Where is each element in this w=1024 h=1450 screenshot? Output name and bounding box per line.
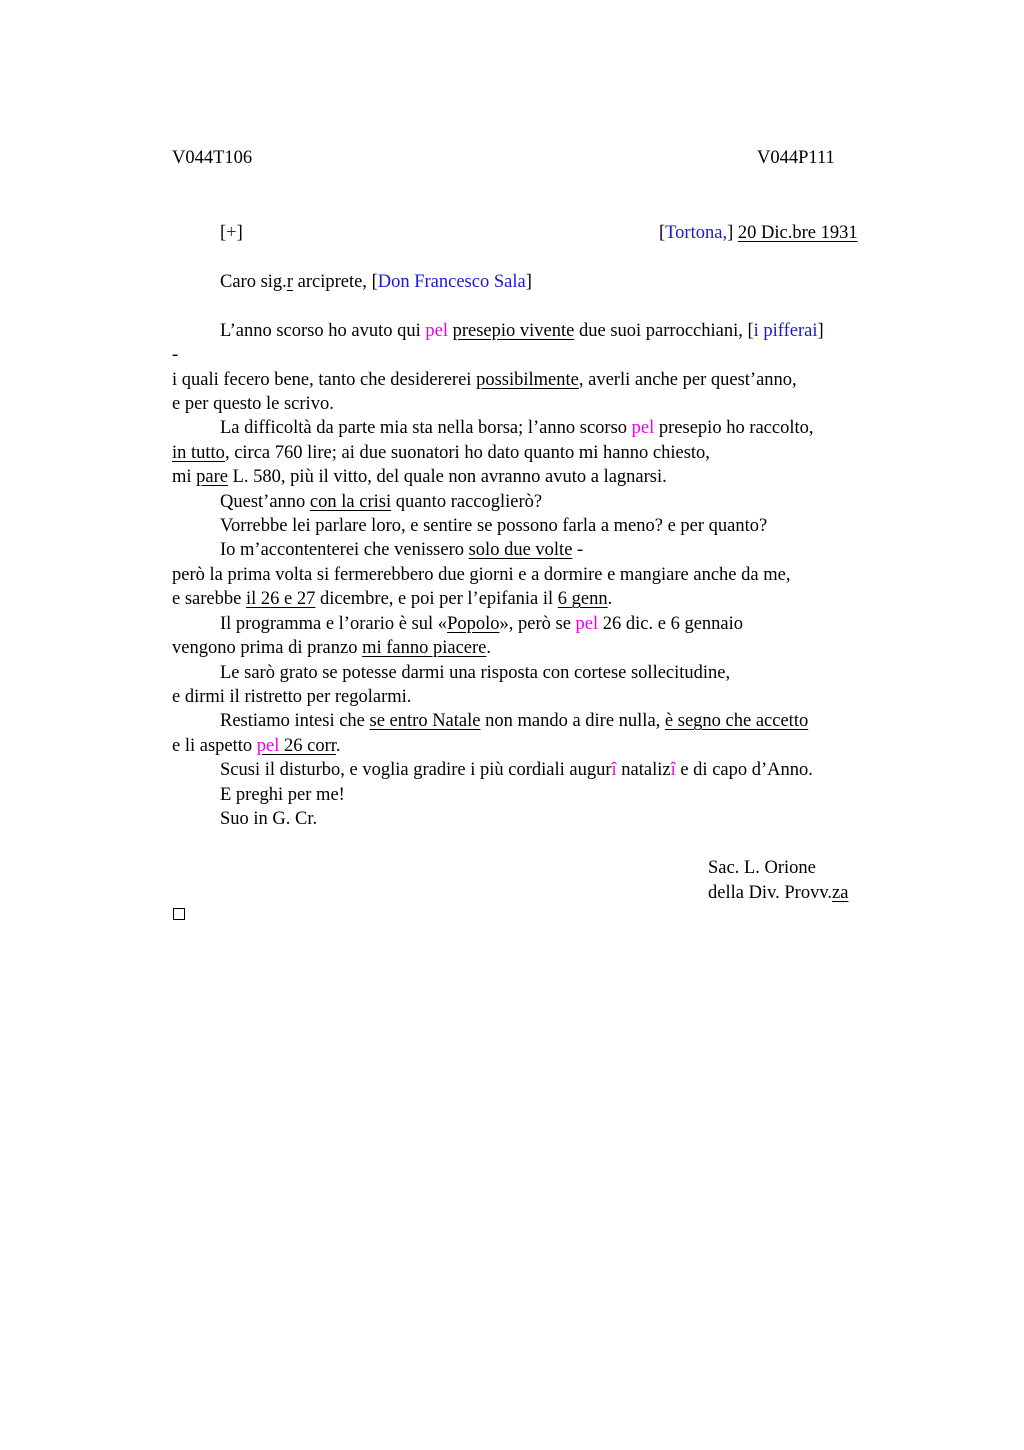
body-line-14: Le sarò grato se potesse darmi una risposta con cortese sollecitudine, [220,663,731,683]
body-dash: - [172,345,179,365]
right-code: V044P111 [757,148,835,168]
left-code: V044T106 [172,148,253,168]
place-name: Tortona, [665,223,728,243]
body-line-19: E preghi per me! [220,785,345,805]
body-line-6: mi pare L. 580, più il vitto, del quale non avranno avuto a lagnarsi. [172,467,667,487]
cross-symbol: + [226,223,237,243]
letter-date: 20 Dic.bre 1931 [737,223,858,243]
body-line-11: e sarebbe il 26 e 27 dicembre, e poi per l’epifania il 6 genn. [172,589,613,609]
body-line-9: Io m’accontenterei che venissero solo due volte - [220,540,584,560]
addressee-name: Don Francesco Sala [377,272,526,292]
body-line-10: però la prima volta si fermerebbero due giorni e a dormire e mangiare anche da me, [172,565,791,585]
end-square-icon [173,908,185,920]
body-line-2: i quali fecero bene, tanto che desidererei possibilmente, averli anche per quest’anno, [172,370,797,390]
body-line-16: Restiamo intesi che se entro Natale non mando a dire nulla, è segno che accetto [220,711,809,731]
body-line-4: La difficoltà da parte mia sta nella borsa; l’anno scorso pel presepio ho raccolto, [220,418,814,438]
body-line-8: Vorrebbe lei parlare loro, e sentire se possono farla a meno? e per quanto? [220,516,768,536]
signature-line-1: Sac. L. Orione [708,858,816,878]
body-line-20: Suo in G. Cr. [220,809,318,829]
body-line-3: e per questo le scrivo. [172,394,334,414]
body-line-15: e dirmi il ristretto per regolarmi. [172,687,412,707]
body-line-7: Quest’anno con la crisi quanto raccoglierò? [220,492,543,512]
body-line-13: vengono prima di pranzo mi fanno piacere. [172,638,492,658]
cross-mark: [+] [220,223,243,243]
body-line-5: in tutto, circa 760 lire; ai due suonatori ho dato quanto mi hanno chiesto, [172,443,710,463]
body-line-18: Scusi il disturbo, e voglia gradire i più cordiali augurî natalizî e di capo d’Anno. [220,760,813,780]
dateline: [Tortona,] 20 Dic.bre 1931 [659,223,858,243]
body-line-17: e li aspetto pel 26 corr. [172,736,341,756]
signature-line-2: della Div. Provv.za [708,883,849,903]
body-line-12: Il programma e l’orario è sul «Popolo», però se pel 26 dic. e 6 gennaio [220,614,744,634]
body-line-1: L’anno scorso ho avuto qui pel presepio vivente due suoi parrocchiani, [i pifferai] [220,321,824,341]
salutation: Caro sig.r arciprete, [Don Francesco Sala] [220,272,532,292]
